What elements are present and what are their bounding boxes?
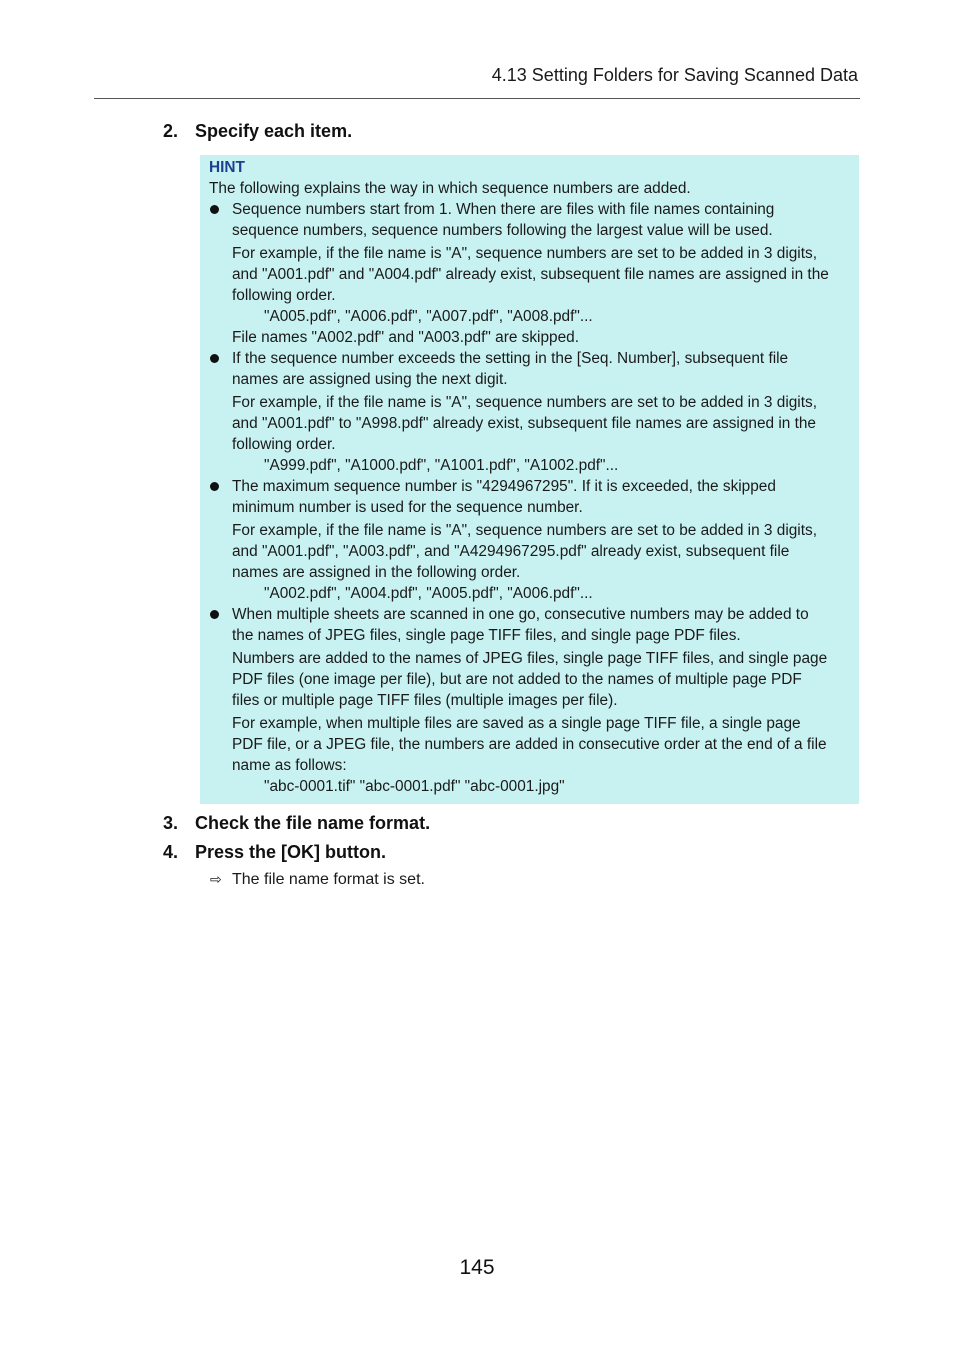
bullet-line: For example, when multiple files are saved as a single page TIFF file, a single page <box>232 715 801 732</box>
bullet-line: names are assigned in the following order. <box>232 564 521 581</box>
bullet-line: names are assigned using the next digit. <box>232 371 508 388</box>
result-text: The file name format is set. <box>232 871 425 888</box>
step-number: 3. <box>163 813 179 833</box>
bullet-line: The maximum sequence number is "4294967295". If it is exceeded, the skipped <box>232 478 776 495</box>
bullet-line: and "A001.pdf" to "A998.pdf" already exist, subsequent file names are assigned in the <box>232 415 816 432</box>
step-result <box>210 871 425 889</box>
bullet-example: "A002.pdf", "A004.pdf", "A005.pdf", "A006.pdf"... <box>264 585 593 602</box>
step-2 <box>163 121 352 142</box>
bullet-line: Numbers are added to the names of JPEG files, single page TIFF files, and single page <box>232 650 828 667</box>
bullet-line: name as follows: <box>232 757 347 774</box>
bullet-icon <box>210 354 219 363</box>
bullet-line: and "A001.pdf" and "A004.pdf" already exist, subsequent file names are assigned in the <box>232 266 829 283</box>
bullet-line: and "A001.pdf", "A003.pdf", and "A4294967295.pdf" already exist, subsequent file <box>232 543 790 560</box>
step-number: 4. <box>163 842 179 862</box>
result-arrow-icon: ⇨ <box>210 871 222 887</box>
bullet-icon <box>210 610 219 619</box>
hint-bullet-3 <box>209 476 850 604</box>
bullet-line: the names of JPEG files, single page TIFF files, and single page PDF files. <box>232 627 741 644</box>
bullet-example: "abc-0001.tif" "abc-0001.pdf" "abc-0001.jpg" <box>264 778 565 795</box>
bullet-line: minimum number is used for the sequence number. <box>232 499 583 516</box>
bullet-icon <box>210 205 219 214</box>
bullet-line: following order. <box>232 287 336 304</box>
bullet-line: File names "A002.pdf" and "A003.pdf" are skipped. <box>232 329 579 346</box>
step-3 <box>163 813 430 834</box>
bullet-example: "A999.pdf", "A1000.pdf", "A1001.pdf", "A1002.pdf"... <box>264 457 619 474</box>
bullet-line: PDF file, or a JPEG file, the numbers are added in consecutive order at the end of a file <box>232 736 827 753</box>
hint-label: HINT <box>209 159 245 176</box>
step-number: 2. <box>163 121 179 141</box>
bullet-line: For example, if the file name is "A", sequence numbers are set to be added in 3 digits, <box>232 394 817 411</box>
bullet-line: When multiple sheets are scanned in one go, consecutive numbers may be added to <box>232 606 809 623</box>
hint-bullet-1 <box>209 199 850 348</box>
bullet-line: files or multiple page TIFF files (multiple images per file). <box>232 692 618 709</box>
step-text: Press the [OK] button. <box>195 842 387 862</box>
step-text: Specify each item. <box>195 121 353 141</box>
bullet-example: "A005.pdf", "A006.pdf", "A007.pdf", "A008.pdf"... <box>264 308 593 325</box>
hint-bullet-2 <box>209 348 850 476</box>
hint-intro: The following explains the way in which sequence numbers are added. <box>209 180 691 197</box>
step-4 <box>163 842 386 863</box>
bullet-icon <box>210 482 219 491</box>
bullet-line: PDF files (one image per file), but are not added to the names of multiple page PDF <box>232 671 802 688</box>
bullet-line: sequence numbers, sequence numbers following the largest value will be used. <box>232 222 773 239</box>
bullet-line: following order. <box>232 436 336 453</box>
bullet-line: Sequence numbers start from 1. When there are files with file names containing <box>232 201 775 218</box>
bullet-line: For example, if the file name is "A", sequence numbers are set to be added in 3 digits, <box>232 522 817 539</box>
page-number: 145 <box>459 1256 495 1279</box>
hint-box <box>200 155 859 804</box>
page-header-title: 4.13 Setting Folders for Saving Scanned Data <box>491 65 858 85</box>
header-divider <box>94 98 860 99</box>
step-text: Check the file name format. <box>195 813 431 833</box>
bullet-line: If the sequence number exceeds the setting in the [Seq. Number], subsequent file <box>232 350 789 367</box>
hint-bullet-4 <box>209 604 850 797</box>
bullet-line: For example, if the file name is "A", sequence numbers are set to be added in 3 digits, <box>232 245 817 262</box>
